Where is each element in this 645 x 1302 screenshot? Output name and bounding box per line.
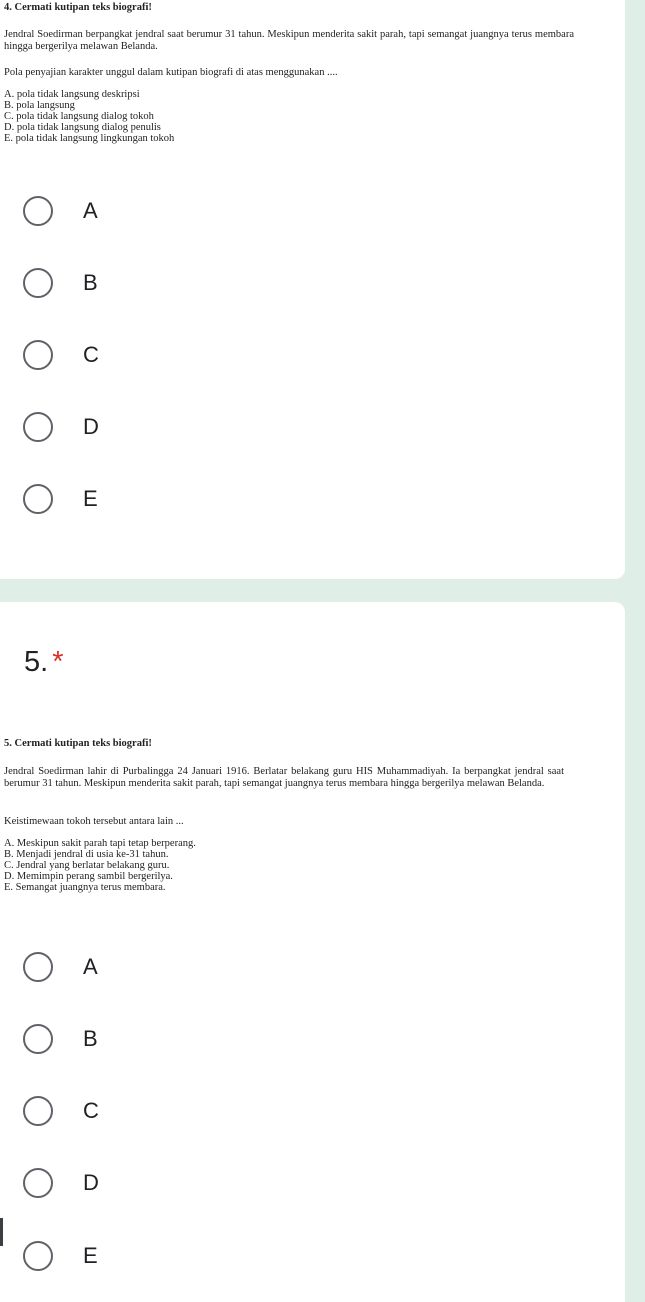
question-4-image-option: E. pola tidak langsung lingkungan tokoh xyxy=(4,133,175,144)
question-4-image-option: C. pola tidak langsung dialog tokoh xyxy=(4,111,154,122)
choice-label: B xyxy=(83,1026,98,1051)
q5-choice-e[interactable] xyxy=(23,1238,98,1274)
choice-label: A xyxy=(83,954,98,979)
question-4-image-heading: 4. Cermati kutipan teks biografi! xyxy=(4,2,152,13)
question-5-image-heading: 5. Cermati kutipan teks biografi! xyxy=(4,738,152,749)
q4-choice-b[interactable] xyxy=(23,265,98,301)
question-4-image-paragraph: Jendral Soedirman berpangkat jendral saat berumur 31 tahun. Meskipun menderita sakit parah, tapi semangat juangnya terus membara hingga bergerilya melawan Belanda. xyxy=(4,29,574,52)
question-5-image-prompt: Keistimewaan tokoh tersebut antara lain ... xyxy=(4,816,184,827)
question-4-image-prompt: Pola penyajian karakter unggul dalam kutipan biografi di atas menggunakan .... xyxy=(4,67,338,78)
question-5-image-option: B. Menjadi jendral di usia ke-31 tahun. xyxy=(4,849,169,860)
question-4-image-option: D. pola tidak langsung dialog penulis xyxy=(4,122,161,133)
question-5-image-option: D. Memimpin perang sambil bergerilya. xyxy=(4,871,173,882)
q4-choice-c[interactable] xyxy=(23,337,99,373)
q5-choice-b[interactable] xyxy=(23,1021,98,1057)
question-4-image-option: B. pola langsung xyxy=(4,100,75,111)
q5-choice-d[interactable] xyxy=(23,1165,99,1201)
question-5-image-paragraph: Jendral Soedirman lahir di Purbalingga 24 Januari 1916. Berlatar belakang guru HIS Muhammadiyah. Ia berpangkat jendral saat berumur 31 tahun. Meskipun menderita sakit parah, tapi semangat juangnya terus membara hingga bergerilya melawan Belanda. xyxy=(4,766,564,789)
radio-button[interactable] xyxy=(23,340,53,370)
choice-label: C xyxy=(83,342,99,367)
q4-choice-e[interactable] xyxy=(23,481,98,517)
focus-indicator xyxy=(0,1218,3,1246)
choice-label: D xyxy=(83,1170,99,1195)
question-5-image-option: C. Jendral yang berlatar belakang guru. xyxy=(4,860,170,871)
question-5-image-option: E. Semangat juangnya terus membara. xyxy=(4,882,166,893)
radio-button[interactable] xyxy=(23,412,53,442)
required-asterisk: * xyxy=(52,646,64,678)
choice-label: E xyxy=(83,1243,98,1268)
radio-button[interactable] xyxy=(23,1096,53,1126)
q5-choice-a[interactable] xyxy=(23,949,98,985)
question-4-image-option: A. pola tidak langsung deskripsi xyxy=(4,89,140,100)
radio-button[interactable] xyxy=(23,268,53,298)
radio-button[interactable] xyxy=(23,952,53,982)
radio-button[interactable] xyxy=(23,1024,53,1054)
choice-label: D xyxy=(83,414,99,439)
question-5-image-option: A. Meskipun sakit parah tapi tetap berperang. xyxy=(4,838,196,849)
choice-label: B xyxy=(83,270,98,295)
question-4-image-options xyxy=(4,89,174,144)
q4-choice-a[interactable] xyxy=(23,193,98,229)
question-5-title xyxy=(24,646,63,679)
question-number: 5. xyxy=(24,646,49,678)
q4-choice-d[interactable] xyxy=(23,409,99,445)
choice-label: C xyxy=(83,1098,99,1123)
q5-choice-c[interactable] xyxy=(23,1093,99,1129)
radio-button[interactable] xyxy=(23,1168,53,1198)
choice-label: A xyxy=(83,198,98,223)
question-5-image-options xyxy=(4,838,196,893)
question-card-4 xyxy=(0,0,625,579)
radio-button[interactable] xyxy=(23,196,53,226)
radio-button[interactable] xyxy=(23,484,53,514)
choice-label: E xyxy=(83,486,98,511)
question-card-5 xyxy=(0,602,625,1302)
radio-button[interactable] xyxy=(23,1241,53,1271)
